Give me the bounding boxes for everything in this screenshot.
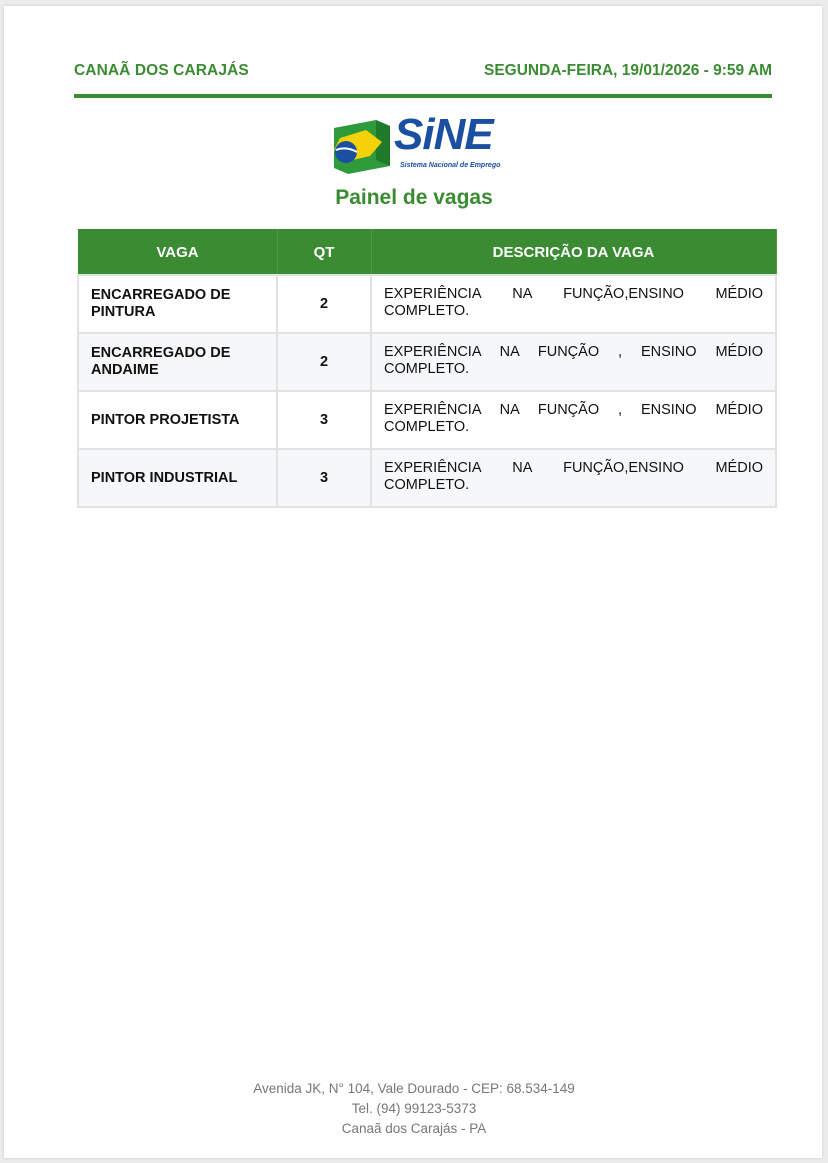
footer-address: Avenida JK, N° 104, Vale Dourado - CEP: 68.534-149 xyxy=(253,1081,575,1096)
job-title: ENCARREGADO DE ANDAIME xyxy=(78,333,277,391)
job-description-cell xyxy=(371,449,776,507)
job-description: EXPERIÊNCIA NA FUNÇÃO , ENSINO MÉDIO COMPLETO. xyxy=(384,344,763,377)
column-header-qt: QT xyxy=(277,230,371,276)
job-description: EXPERIÊNCIA NA FUNÇÃO , ENSINO MÉDIO COMPLETO. xyxy=(384,402,763,435)
column-header-vaga: VAGA xyxy=(78,230,277,276)
job-quantity: 3 xyxy=(277,449,371,507)
logo-subtitle: Sistema Nacional de Emprego xyxy=(400,162,501,169)
sine-logo xyxy=(330,112,520,178)
job-title: PINTOR PROJETISTA xyxy=(78,391,277,449)
job-quantity: 2 xyxy=(277,333,371,391)
job-description-cell xyxy=(371,391,776,449)
job-description: EXPERIÊNCIA NA FUNÇÃO,ENSINO MÉDIO COMPLETO. xyxy=(384,286,763,319)
table-row xyxy=(78,391,776,449)
footer-city: Canaã dos Carajás - PA xyxy=(341,1121,487,1136)
document-header xyxy=(74,62,772,98)
job-description: EXPERIÊNCIA NA FUNÇÃO,ENSINO MÉDIO COMPLETO. xyxy=(384,460,763,493)
document-page xyxy=(4,6,822,1158)
footer-phone: Tel. (94) 99123-5373 xyxy=(351,1101,477,1116)
table-header-row xyxy=(78,230,776,276)
document-footer xyxy=(0,1079,828,1139)
job-title: ENCARREGADO DE PINTURA xyxy=(78,275,277,333)
logo-wordmark: SiNE xyxy=(394,110,493,159)
column-header-descricao: DESCRIÇÃO DA VAGA xyxy=(371,230,776,276)
job-quantity: 3 xyxy=(277,391,371,449)
table-row xyxy=(78,333,776,391)
page-title: Painel de vagas xyxy=(335,186,493,209)
table-row xyxy=(78,275,776,333)
header-date: SEGUNDA-FEIRA, 19/01/2026 - 9:59 AM xyxy=(484,62,772,79)
brazil-flag-cube-icon xyxy=(330,116,394,178)
job-quantity: 2 xyxy=(277,275,371,333)
header-city: CANAÃ DOS CARAJÁS xyxy=(74,62,249,79)
job-description-cell xyxy=(371,333,776,391)
table-row xyxy=(78,449,776,507)
job-title: PINTOR INDUSTRIAL xyxy=(78,449,277,507)
job-description-cell xyxy=(371,275,776,333)
job-openings-table xyxy=(77,229,777,508)
